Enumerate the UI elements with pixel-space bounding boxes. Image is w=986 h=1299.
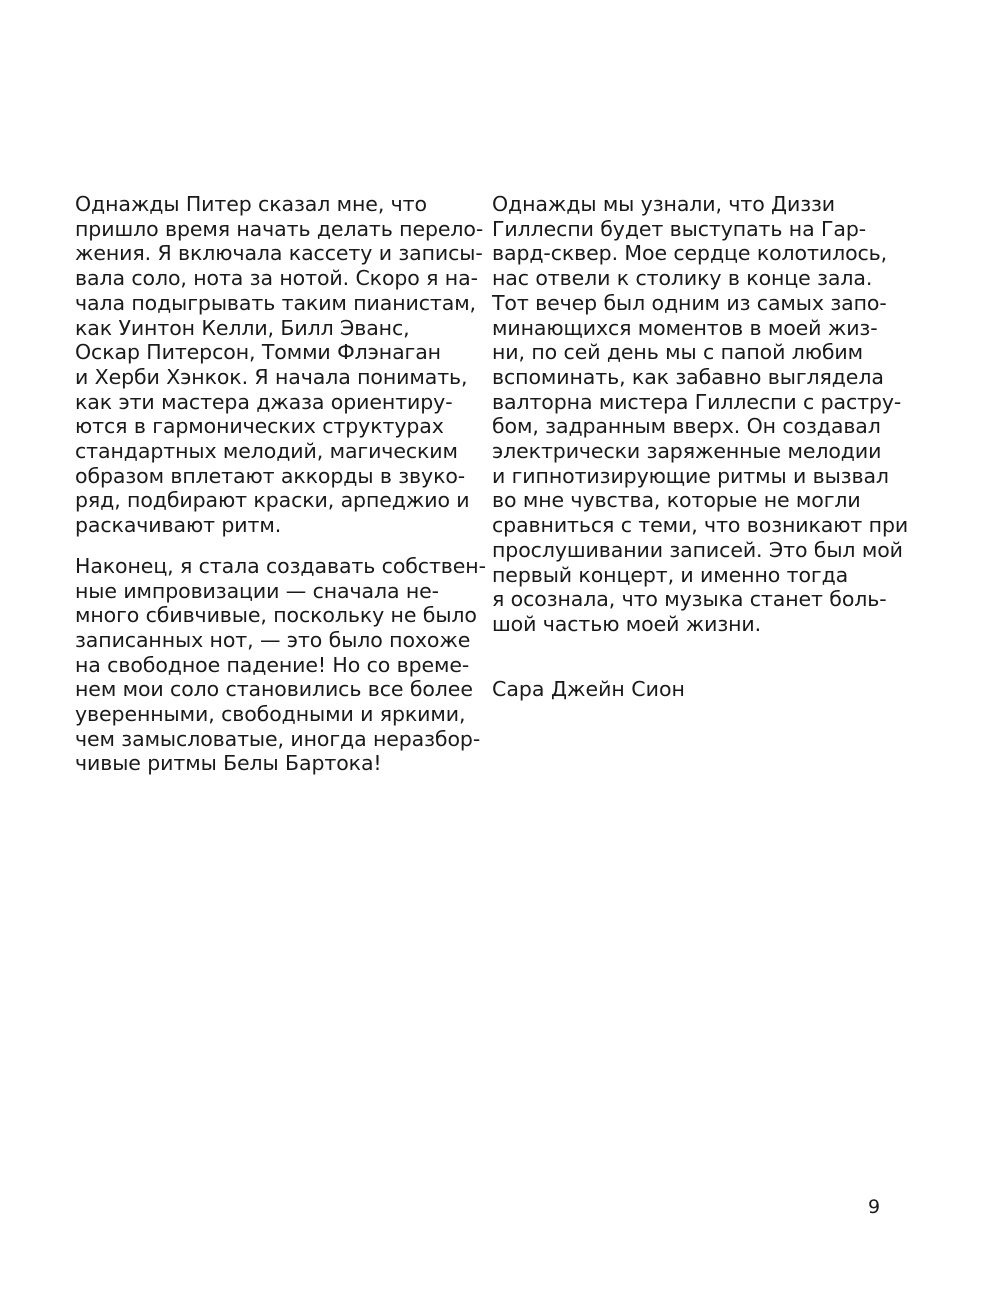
text-line: прослушивании записей. Это был мой (492, 537, 903, 562)
text-line: нем мои соло становились все более (75, 677, 473, 702)
text-line: бом, задранным вверх. Он создавал (492, 414, 881, 439)
text-line: чала подыгрывать таким пианистам, (75, 290, 476, 315)
text-line: чем замысловатые, иногда неразбор- (75, 726, 481, 751)
text-line: валторна мистера Гиллеспи с растру- (492, 389, 902, 414)
left-column (75, 192, 486, 776)
text-line: на свободное падение! Но со време- (75, 652, 470, 677)
text-line: ни, по сей день мы с папой любим (492, 340, 864, 365)
text-line: первый концерт, и именно тогда (492, 562, 849, 587)
text-line: пришло время начать делать перело- (75, 216, 484, 241)
text-line: стандартных мелодий, магическим (75, 439, 458, 464)
text-line: чивые ритмы Белы Бартока! (75, 751, 382, 776)
page-number: 9 (868, 1196, 881, 1218)
text-line: раскачивают ритм. (75, 513, 282, 538)
text-line: Однажды мы узнали, что Диззи (492, 192, 836, 216)
text-line: записанных нот, — это было похоже (75, 627, 471, 652)
author-signature: Сара Джейн Сион (492, 676, 685, 701)
text-line: Тот вечер был одним из самых запо- (492, 290, 887, 315)
text-line: как Уинтон Келли, Билл Эванс, (75, 315, 410, 340)
text-line: много сбивчивые, поскольку не было (75, 603, 477, 628)
text-line: вард-сквер. Мое сердце колотилось, (492, 241, 888, 266)
text-line: образом вплетают аккорды в звуко- (75, 463, 466, 488)
text-line: во мне чувства, которые не могли (492, 488, 861, 513)
text-line: ются в гармонических структурах (75, 414, 444, 439)
right-column (492, 192, 909, 701)
text-line: электрически заряженные мелодии (492, 439, 882, 464)
text-line: Однажды Питер сказал мне, что (75, 192, 427, 216)
text-line: уверенными, свободными и яркими, (75, 702, 466, 727)
text-line: ные импровизации — сначала не- (75, 578, 439, 603)
text-line: ряд, подбирают краски, арпеджио и (75, 488, 470, 513)
paragraph-left-1 (75, 192, 484, 538)
paragraph-right-1 (492, 192, 909, 637)
text-line: жения. Я включала кассету и записы- (75, 241, 483, 266)
text-line: Наконец, я стала создавать собствен- (75, 553, 486, 578)
text-line: сравниться с теми, что возникают при (492, 513, 909, 538)
text-line: вспоминать, как забавно выглядела (492, 364, 884, 389)
text-line: и Херби Хэнкок. Я начала понимать, (75, 364, 468, 389)
paragraph-left-2 (75, 553, 486, 776)
text-line: минающихся моментов в моей жиз- (492, 315, 878, 340)
text-line: Гиллеспи будет выступать на Гар- (492, 216, 867, 241)
text-line: шой частью моей жизни. (492, 611, 762, 636)
paragraph-spacer (75, 538, 475, 554)
text-line: вала соло, нота за нотой. Скоро я на- (75, 266, 478, 291)
text-line: и гипнотизирующие ритмы и вызвал (492, 463, 889, 488)
text-line: нас отвели к столику в конце зала. (492, 266, 873, 291)
text-line: Оскар Питерсон, Томми Флэнаган (75, 340, 441, 365)
text-line: как эти мастера джаза ориентиру- (75, 389, 453, 414)
text-line: я осознала, что музыка станет боль- (492, 587, 887, 612)
